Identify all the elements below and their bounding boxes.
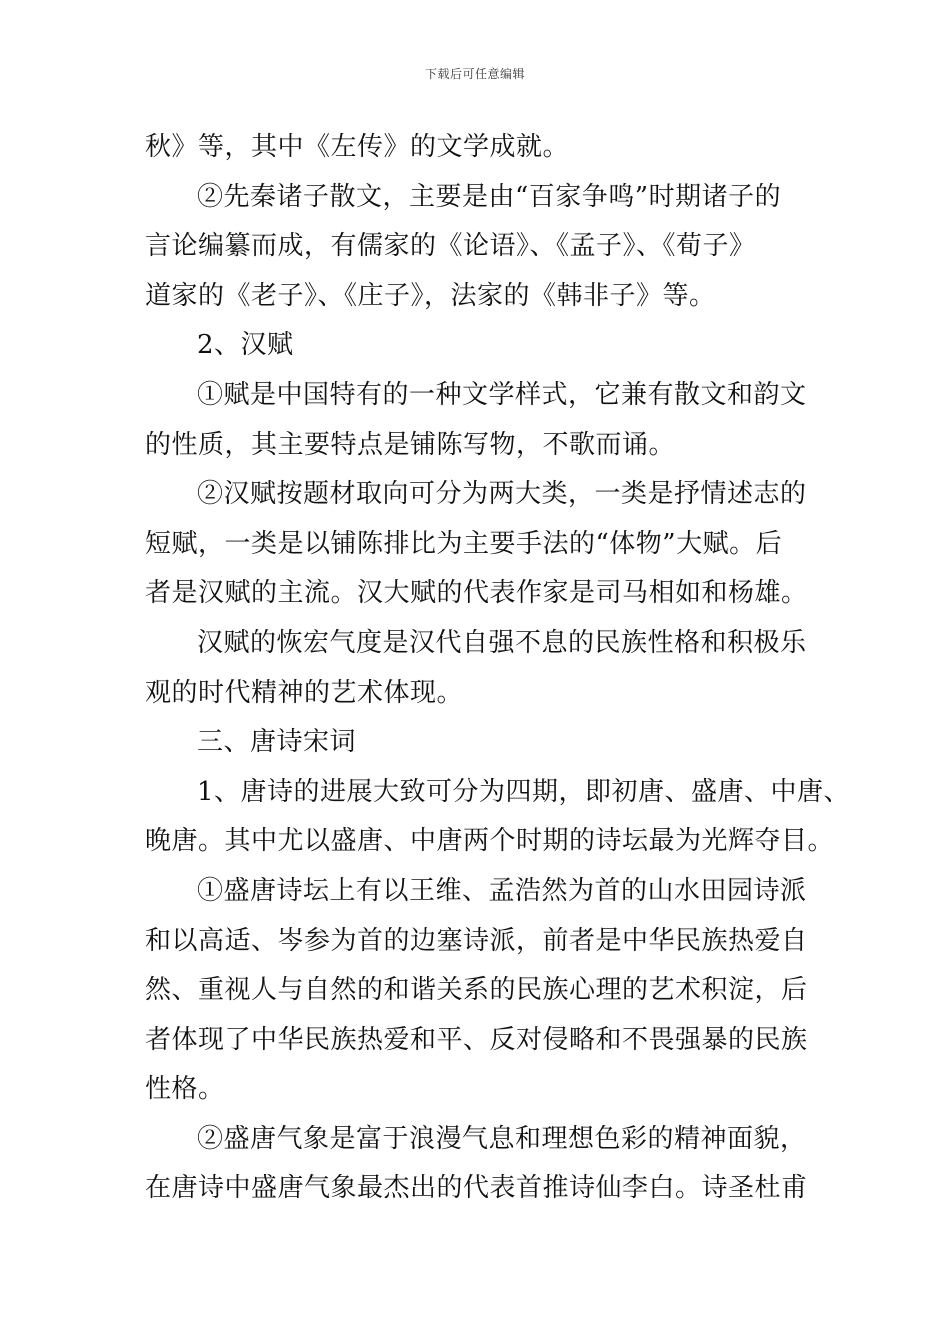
text-line: 的性质，其主要特点是铺陈写物，不歌而诵。 — [145, 429, 676, 460]
text-line: 和以高适、岑参为首的边塞诗派，前者是中华民族热爱自 — [145, 925, 808, 956]
section-heading: 2、汉赋 — [197, 330, 294, 361]
paragraph-line: 1、唐诗的进展大致可分为四期，即初唐、盛唐、中唐、 — [197, 776, 851, 807]
text-line: 性格。 — [145, 1074, 225, 1105]
paragraph-line: ②先秦诸子散文，主要是由“百家争鸣”时期诸子的 — [197, 181, 782, 212]
paragraph-line: ②汉赋按题材取向可分为两大类，一类是抒情述志的 — [197, 479, 807, 510]
text-line: 然、重视人与自然的和谐关系的民族心理的艺术积淀，后 — [145, 975, 808, 1006]
text-line: 者是汉赋的主流。汉大赋的代表作家是司马相如和杨雄。 — [145, 578, 808, 609]
page-header: 下载后可任意编辑 — [424, 67, 525, 81]
text-line: 晚唐。其中尤以盛唐、中唐两个时期的诗坛最为光辉夺目。 — [145, 826, 835, 857]
text-line: 在唐诗中盛唐气象最杰出的代表首推诗仙李白。诗圣杜甫 — [145, 1173, 808, 1204]
text-line: 道家的《老子》、《庄子》，法家的《韩非子》等。 — [145, 280, 716, 311]
text-line: 秋》等，其中《左传》的文学成就。 — [145, 132, 570, 162]
text-line: 观的时代精神的艺术体现。 — [145, 677, 464, 708]
text-line: 言论编纂而成，有儒家的《论语》、《孟子》、《荀子》 — [145, 231, 756, 262]
paragraph-line: ①盛唐诗坛上有以王维、孟浩然为首的山水田园诗派 — [197, 875, 807, 906]
text-line: 短赋，一类是以铺陈排比为主要手法的“体物”大赋。后 — [145, 528, 783, 559]
paragraph-line: ①赋是中国特有的一种文学样式，它兼有散文和韵文 — [197, 379, 807, 410]
paragraph-line: 汉赋的恢宏气度是汉代自强不息的民族性格和积极乐 — [197, 627, 807, 658]
paragraph-line: ②盛唐气象是富于浪漫气息和理想色彩的精神面貌， — [197, 1123, 807, 1154]
section-heading: 三、唐诗宋词 — [197, 727, 357, 758]
document-body — [145, 123, 851, 1214]
text-line: 者体现了中华民族热爱和平、反对侵略和不畏强暴的民族 — [145, 1024, 808, 1055]
